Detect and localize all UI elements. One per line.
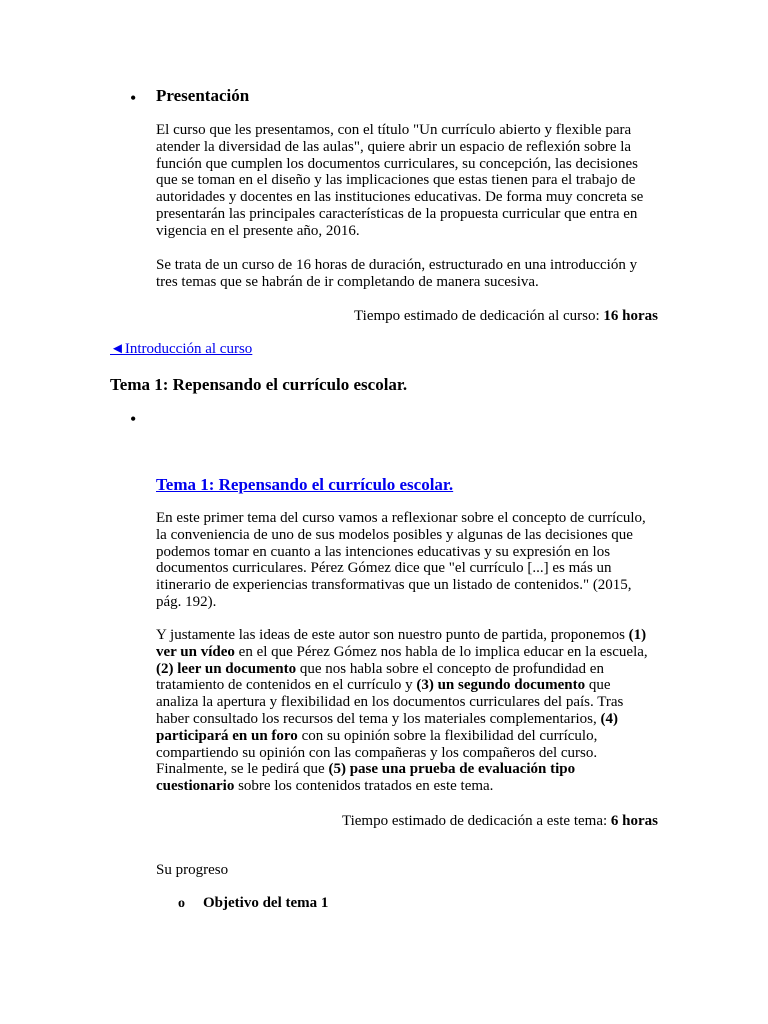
sub-list-bullet: o — [178, 896, 185, 911]
bold-run: (4) participará en un foro — [156, 710, 618, 744]
text-run: que nos habla sobre el concepto de profundidad en tratamiento de contenidos en el currículo y — [156, 660, 604, 694]
tema1-time-estimate — [156, 813, 658, 830]
text-run: con su opinión sobre la flexibilidad del currículo, compartiendo su opinión con las compañeras y los compañeros del curso. Finalmente, se le pedirá que — [156, 727, 598, 778]
objetivo-item[interactable]: Objetivo del tema 1 — [203, 895, 329, 911]
presentacion-time-estimate — [156, 308, 658, 325]
section-title-presentacion: Presentación — [156, 86, 250, 105]
list-bullet: • — [130, 88, 137, 108]
time-label: Tiempo estimado de dedicación a este tema: — [341, 813, 611, 829]
bold-run: (1) ver un vídeo — [156, 627, 647, 660]
tema1-link[interactable]: Tema 1: Repensando el currículo escolar. — [156, 475, 454, 494]
text-run: en el que Pérez Gómez nos habla de lo implica educar en la escuela, — [234, 643, 648, 660]
progress-label: Su progreso — [156, 862, 229, 878]
bold-run: (5) pase una prueba de evaluación tipo cuestionario — [156, 761, 576, 795]
list-bullet: • — [130, 409, 137, 429]
text-run: Y justamente las ideas de este autor son nuestro punto de partida, proponemos — [156, 627, 629, 643]
bold-run: (2) leer un documento — [156, 660, 297, 677]
tema1-paragraph-1: En este primer tema del curso vamos a reflexionar sobre el concepto de currículo, la conveniencia de uno de sus modelos posibles y algunas de las decisiones que podemos tomar en cuanto a las intenciones educativas y su expresión en los documentos curriculares. Pérez Gómez dice que "el currículo [...] es más un itinerario de experiencias transformativas que un listado de contenidos." (2015, pág. 192). — [156, 510, 646, 610]
tema1-paragraph-2 — [156, 627, 656, 795]
text-run: que analiza la apertura y flexibilidad en los documentos curriculares del país. Tras haber consultado los recursos del tema y los materiales complementarios, — [156, 677, 624, 727]
presentacion-paragraph-2: Se trata de un curso de 16 horas de duración, estructurado en una introducción y tres temas que se habrán de ir completando de manera sucesiva. — [156, 257, 638, 290]
presentacion-paragraph-1: El curso que les presentamos, con el título "Un currículo abierto y flexible para atender la diversidad de las aulas", quiere abrir un espacio de reflexión sobre la función que cumplen los documentos curriculares, su concepción, las decisiones que se toman en el diseño y las implicaciones que estas tienen para el trabajo de autoridades y docentes en las instituciones educativas. De forma muy concreta se presentarán las principales características de la propuesta curricular que entra en vigencia en el presente año, 2016. — [156, 122, 644, 239]
time-value: 6 horas — [610, 813, 658, 829]
back-link-introduccion[interactable]: ◄Introducción al curso — [110, 341, 253, 357]
time-label: Tiempo estimado de dedicación al curso: — [354, 308, 604, 324]
time-value: 16 horas — [603, 308, 658, 324]
bold-run: (3) un segundo documento — [416, 677, 586, 694]
tema1-heading: Tema 1: Repensando el currículo escolar. — [110, 375, 408, 394]
text-run: sobre los contenidos tratados en este tema. — [234, 778, 494, 795]
